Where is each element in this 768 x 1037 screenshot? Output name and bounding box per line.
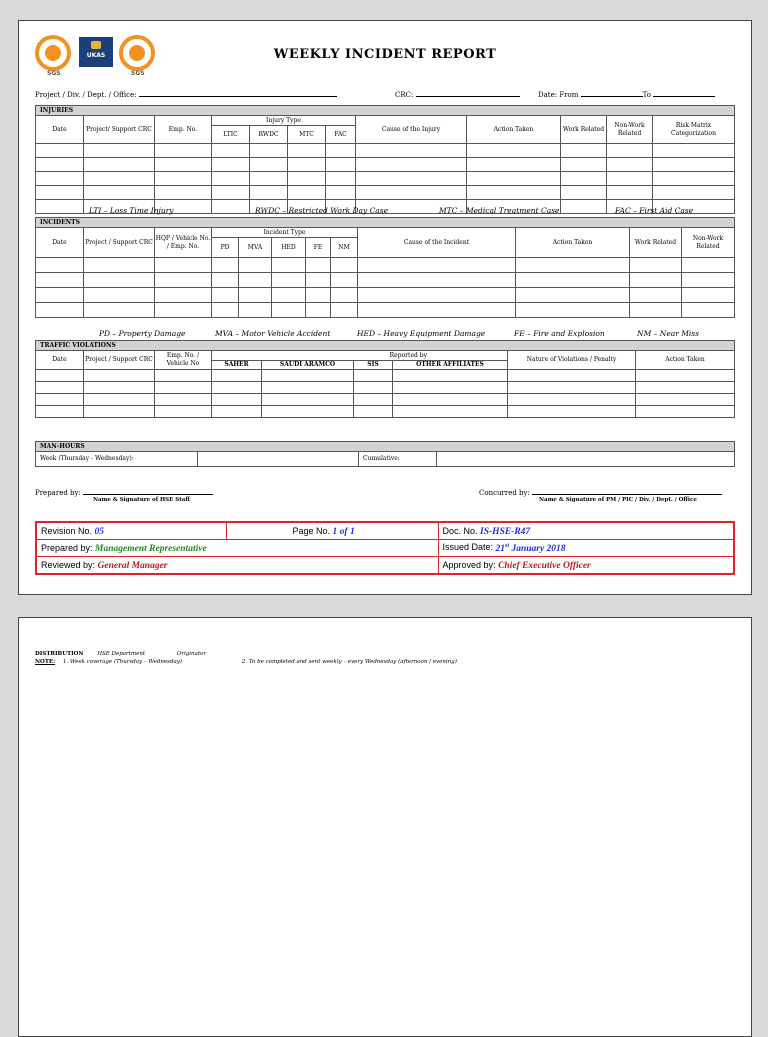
- table-cell[interactable]: [155, 406, 212, 418]
- table-cell[interactable]: [155, 186, 212, 200]
- violation-row: [36, 370, 735, 382]
- prepared-cell: Prepared by: Management Representative: [36, 540, 438, 557]
- table-cell[interactable]: [212, 186, 250, 200]
- table-cell[interactable]: [358, 273, 516, 288]
- col-saudi-aramco: SAUDI ARAMCO: [262, 361, 354, 370]
- table-cell[interactable]: [250, 186, 288, 200]
- table-cell[interactable]: [326, 158, 356, 172]
- table-cell[interactable]: [288, 186, 326, 200]
- table-cell[interactable]: [262, 382, 354, 394]
- table-cell[interactable]: [682, 273, 735, 288]
- project-input[interactable]: [139, 89, 337, 97]
- col-incident-type: Incident Type: [212, 228, 358, 238]
- table-cell[interactable]: [630, 273, 682, 288]
- cumulative-label: Cumulative:: [359, 452, 437, 467]
- col-injury-type: Injury Type: [212, 116, 356, 126]
- doc-value: IS-HSE-R47: [480, 526, 531, 537]
- table-cell[interactable]: [155, 370, 212, 382]
- table-cell[interactable]: [467, 158, 561, 172]
- col-mva: MVA: [239, 238, 272, 258]
- incident-legend-fe: FE – Fire and Explosion: [514, 329, 605, 338]
- table-cell[interactable]: [36, 370, 84, 382]
- table-cell[interactable]: [467, 186, 561, 200]
- traffic-violations-table: [35, 340, 735, 418]
- col-action: Action Taken: [636, 351, 735, 370]
- table-cell[interactable]: [393, 406, 508, 418]
- page-value: 1 of 1: [332, 526, 355, 537]
- injury-legend-lti: LTI – Loss Time Injury: [89, 206, 174, 215]
- table-cell[interactable]: [239, 288, 272, 303]
- violation-row: [36, 406, 735, 418]
- table-cell[interactable]: [84, 406, 155, 418]
- table-cell[interactable]: [155, 172, 212, 186]
- table-cell[interactable]: [653, 158, 735, 172]
- col-emp-no: Emp. No. / Vehicle No: [155, 351, 212, 370]
- col-non-work-related: Non-Work Related: [682, 228, 735, 258]
- table-cell[interactable]: [331, 273, 358, 288]
- approved-value: Chief Executive Officer: [498, 560, 591, 571]
- table-cell[interactable]: [630, 303, 682, 318]
- table-cell[interactable]: [561, 172, 607, 186]
- incident-row: [36, 303, 735, 318]
- col-cause: Cause of the Injury: [356, 116, 467, 144]
- table-cell[interactable]: [306, 303, 331, 318]
- table-cell[interactable]: [607, 172, 653, 186]
- col-ltic: LTIC: [212, 126, 250, 144]
- injury-row: [36, 158, 735, 172]
- col-work-related: Work Related: [630, 228, 682, 258]
- sgs-logo-icon: SGS: [35, 35, 71, 71]
- reviewed-value: General Manager: [97, 560, 168, 571]
- table-cell[interactable]: [393, 370, 508, 382]
- table-cell[interactable]: [354, 382, 393, 394]
- table-cell[interactable]: [84, 394, 155, 406]
- weekly-input[interactable]: [198, 452, 359, 467]
- date-to-input[interactable]: [653, 89, 715, 97]
- table-cell[interactable]: [331, 258, 358, 273]
- table-cell[interactable]: [358, 288, 516, 303]
- table-cell[interactable]: [607, 158, 653, 172]
- concurred-by-input[interactable]: [532, 487, 722, 495]
- table-cell[interactable]: [288, 172, 326, 186]
- injury-row: [36, 172, 735, 186]
- incidents-table: [35, 217, 735, 318]
- table-cell[interactable]: [561, 158, 607, 172]
- col-fac: FAC: [326, 126, 356, 144]
- table-cell[interactable]: [36, 273, 84, 288]
- incident-row: [36, 273, 735, 288]
- table-cell[interactable]: [212, 406, 262, 418]
- approved-cell: Approved by: Chief Executive Officer: [438, 557, 734, 575]
- table-cell[interactable]: [326, 186, 356, 200]
- table-cell[interactable]: [84, 144, 155, 158]
- table-cell[interactable]: [36, 258, 84, 273]
- note-line: NOTE: 1. Week coverage (Thursday – Wednesday) 2. To be completed and sent weekly – every Wednesday (afternoon / evening): [35, 659, 457, 665]
- col-emp-no: Emp. No.: [155, 116, 212, 144]
- table-cell[interactable]: [36, 382, 84, 394]
- table-cell[interactable]: [356, 186, 467, 200]
- col-cause: Cause of the Incident: [358, 228, 516, 258]
- table-cell[interactable]: [272, 288, 306, 303]
- weekly-label: Week (Thursday - Wednesday):: [36, 452, 198, 467]
- table-cell[interactable]: [508, 382, 636, 394]
- table-cell[interactable]: [250, 158, 288, 172]
- table-cell[interactable]: [354, 370, 393, 382]
- table-cell[interactable]: [155, 144, 212, 158]
- col-action: Action Taken: [516, 228, 630, 258]
- table-cell[interactable]: [212, 273, 239, 288]
- revision-cell: Revision No. 05: [36, 522, 226, 540]
- table-cell[interactable]: [262, 370, 354, 382]
- table-cell[interactable]: [653, 186, 735, 200]
- table-cell[interactable]: [306, 258, 331, 273]
- table-cell[interactable]: [467, 144, 561, 158]
- table-cell[interactable]: [84, 303, 155, 318]
- table-cell[interactable]: [212, 172, 250, 186]
- col-rwdc: RWDC: [250, 126, 288, 144]
- table-cell[interactable]: [250, 144, 288, 158]
- table-cell[interactable]: [607, 144, 653, 158]
- man-hours-section-header: MAN-HOURS: [36, 442, 735, 452]
- table-cell[interactable]: [561, 200, 607, 214]
- table-cell[interactable]: [155, 394, 212, 406]
- ukas-logo-icon: UKAS: [79, 37, 113, 67]
- table-cell[interactable]: [212, 394, 262, 406]
- table-cell[interactable]: [272, 303, 306, 318]
- prepared-value: Management Representative: [95, 543, 207, 554]
- col-project: Project/ Support CRC: [84, 116, 155, 144]
- col-fe: FE: [306, 238, 331, 258]
- table-cell[interactable]: [36, 406, 84, 418]
- table-cell[interactable]: [36, 288, 84, 303]
- injuries-section-header: INJURIES: [36, 106, 735, 116]
- col-work-related: Work Related: [561, 116, 607, 144]
- man-hours-table: [35, 441, 735, 467]
- table-cell[interactable]: [331, 303, 358, 318]
- table-cell[interactable]: [212, 303, 239, 318]
- crc-input[interactable]: [416, 89, 520, 97]
- col-project: Project / Support CRC: [84, 228, 155, 258]
- table-cell[interactable]: [155, 288, 212, 303]
- table-cell[interactable]: [354, 406, 393, 418]
- col-date: Date: [36, 228, 84, 258]
- table-cell[interactable]: [682, 303, 735, 318]
- table-cell[interactable]: [155, 258, 212, 273]
- col-mtc: MTC: [288, 126, 326, 144]
- injuries-table: [35, 105, 735, 214]
- table-cell[interactable]: [636, 370, 735, 382]
- table-cell[interactable]: [516, 258, 630, 273]
- prepared-by-caption: Name & Signature of HSE Staff: [93, 497, 190, 503]
- table-cell[interactable]: [239, 273, 272, 288]
- table-cell[interactable]: [155, 158, 212, 172]
- violation-row: [36, 382, 735, 394]
- injury-legend-rwdc: RWDC – Restricted Work Day Case: [255, 206, 389, 215]
- table-cell[interactable]: [250, 172, 288, 186]
- table-cell[interactable]: [508, 394, 636, 406]
- table-cell[interactable]: [516, 303, 630, 318]
- table-cell[interactable]: [212, 288, 239, 303]
- table-cell[interactable]: [653, 172, 735, 186]
- table-cell[interactable]: [239, 303, 272, 318]
- table-cell[interactable]: [356, 144, 467, 158]
- form-page-2: [18, 617, 752, 1037]
- incidents-section-header: INCIDENTS: [36, 218, 735, 228]
- table-cell[interactable]: [272, 273, 306, 288]
- table-cell[interactable]: [561, 186, 607, 200]
- report-title: WEEKLY INCIDENT REPORT: [273, 47, 497, 62]
- col-project: Project / Support CRC: [84, 351, 155, 370]
- form-page-1: [18, 20, 752, 595]
- date-range-field: Date: From To: [538, 89, 715, 99]
- table-cell[interactable]: [36, 158, 84, 172]
- col-date: Date: [36, 116, 84, 144]
- table-cell[interactable]: [516, 288, 630, 303]
- table-cell[interactable]: [84, 172, 155, 186]
- table-cell[interactable]: [326, 144, 356, 158]
- distribution-line: DISTRIBUTION HSE Department Originator: [35, 651, 206, 657]
- table-cell[interactable]: [212, 258, 239, 273]
- sgs-logo-icon: SGS: [119, 35, 155, 71]
- issued-value: 21st January 2018: [495, 542, 566, 554]
- table-cell[interactable]: [636, 394, 735, 406]
- table-cell[interactable]: [262, 394, 354, 406]
- col-nature: Nature of Violations / Penalty: [508, 351, 636, 370]
- col-hed: HED: [272, 238, 306, 258]
- table-cell[interactable]: [84, 186, 155, 200]
- incident-legend-nm: NM – Near Miss: [637, 329, 699, 338]
- injury-legend-mtc: MTC – Medical Treatment Case: [439, 206, 560, 215]
- table-cell[interactable]: [288, 144, 326, 158]
- table-cell[interactable]: [84, 288, 155, 303]
- table-cell[interactable]: [630, 258, 682, 273]
- table-cell[interactable]: [36, 303, 84, 318]
- table-cell[interactable]: [636, 382, 735, 394]
- injury-row: [36, 144, 735, 158]
- table-cell[interactable]: [36, 144, 84, 158]
- injury-legend-fac: FAC – First Aid Case: [615, 206, 694, 215]
- table-cell[interactable]: [607, 186, 653, 200]
- revision-block: [35, 521, 735, 575]
- table-cell[interactable]: [212, 158, 250, 172]
- table-cell[interactable]: [467, 172, 561, 186]
- reviewed-cell: Reviewed by: General Manager: [36, 557, 438, 575]
- col-saher: SAHER: [212, 361, 262, 370]
- traffic-section-header: TRAFFIC VIOLATIONS: [36, 341, 735, 351]
- col-risk-matrix: Risk Matrix Categorization: [653, 116, 735, 144]
- table-cell[interactable]: [682, 288, 735, 303]
- col-sis: SIS: [354, 361, 393, 370]
- col-nm: NM: [331, 238, 358, 258]
- table-cell[interactable]: [561, 144, 607, 158]
- table-cell[interactable]: [212, 382, 262, 394]
- table-cell[interactable]: [36, 172, 84, 186]
- col-hqp: HQP / Vehicle No. / Emp. No.: [155, 228, 212, 258]
- incident-legend-pd: PD – Property Damage: [99, 329, 186, 338]
- concurred-by-caption: Name & Signature of PM / PIC / Div. / Dept. / Office: [539, 497, 697, 503]
- table-cell[interactable]: [354, 394, 393, 406]
- table-cell[interactable]: [84, 158, 155, 172]
- col-action: Action Taken: [467, 116, 561, 144]
- crc-field: CRC:: [395, 89, 520, 99]
- col-date: Date: [36, 351, 84, 370]
- table-cell[interactable]: [212, 370, 262, 382]
- col-non-work-related: Non-Work Related: [607, 116, 653, 144]
- table-cell[interactable]: [516, 273, 630, 288]
- incident-legend-hed: HED – Heavy Equipment Damage: [357, 329, 486, 338]
- table-cell[interactable]: [288, 158, 326, 172]
- cumulative-input[interactable]: [437, 452, 735, 467]
- col-pd: PD: [212, 238, 239, 258]
- table-cell[interactable]: [636, 406, 735, 418]
- table-cell[interactable]: [630, 288, 682, 303]
- table-cell[interactable]: [326, 172, 356, 186]
- table-cell[interactable]: [508, 406, 636, 418]
- table-cell[interactable]: [262, 406, 354, 418]
- incident-row: [36, 258, 735, 273]
- table-cell[interactable]: [393, 394, 508, 406]
- table-cell[interactable]: [155, 303, 212, 318]
- prepared-by-field: Prepared by:: [35, 487, 213, 497]
- table-cell[interactable]: [306, 288, 331, 303]
- table-cell[interactable]: [358, 258, 516, 273]
- table-cell[interactable]: [36, 200, 84, 214]
- table-cell[interactable]: [653, 144, 735, 158]
- table-cell[interactable]: [239, 258, 272, 273]
- table-cell[interactable]: [682, 258, 735, 273]
- table-cell[interactable]: [84, 273, 155, 288]
- table-cell[interactable]: [36, 186, 84, 200]
- table-cell[interactable]: [212, 200, 250, 214]
- table-cell[interactable]: [212, 144, 250, 158]
- concurred-by-field: Concurred by:: [479, 487, 722, 497]
- table-cell[interactable]: [358, 303, 516, 318]
- table-cell[interactable]: [155, 273, 212, 288]
- table-cell[interactable]: [331, 288, 358, 303]
- page-cell: Page No. 1 of 1: [226, 522, 438, 540]
- table-cell[interactable]: [356, 172, 467, 186]
- col-other-affiliates: OTHER AFFILIATES: [393, 361, 508, 370]
- prepared-by-input[interactable]: [83, 487, 213, 495]
- injury-row: [36, 186, 735, 200]
- table-cell[interactable]: [84, 382, 155, 394]
- incident-legend-mva: MVA – Motor Vehicle Accident: [215, 329, 331, 338]
- col-reported-by: Reported by: [212, 351, 508, 361]
- violation-row: [36, 394, 735, 406]
- table-cell[interactable]: [356, 158, 467, 172]
- doc-cell: Doc. No. IS-HSE-R47: [438, 522, 734, 540]
- revision-value: 05: [94, 526, 105, 537]
- incident-row: [36, 288, 735, 303]
- table-cell[interactable]: [84, 370, 155, 382]
- table-cell[interactable]: [36, 394, 84, 406]
- table-cell[interactable]: [508, 370, 636, 382]
- table-cell[interactable]: [155, 382, 212, 394]
- table-cell[interactable]: [272, 258, 306, 273]
- table-cell[interactable]: [84, 258, 155, 273]
- issued-cell: Issued Date: 21st January 2018: [438, 540, 734, 557]
- table-cell[interactable]: [306, 273, 331, 288]
- project-field: Project / Div. / Dept. / Office:: [35, 89, 337, 99]
- table-cell[interactable]: [393, 382, 508, 394]
- date-from-input[interactable]: [581, 89, 643, 97]
